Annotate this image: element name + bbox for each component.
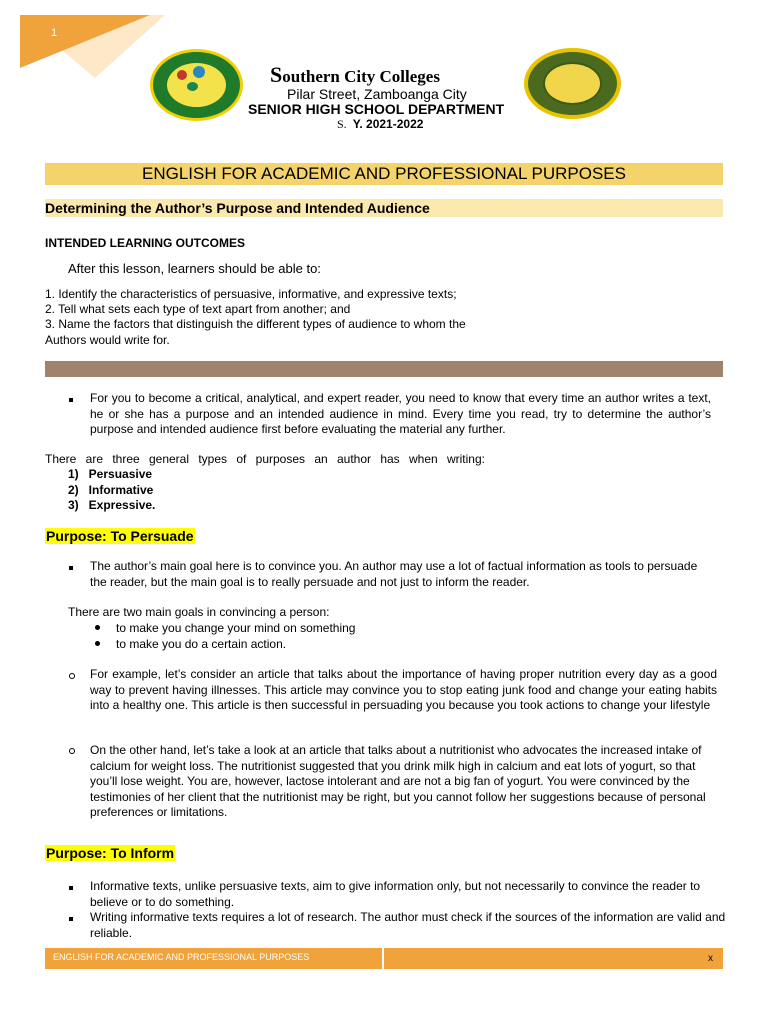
footer-text: ENGLISH FOR ACADEMIC AND PROFESSIONAL PURPOSES xyxy=(53,952,310,962)
type-item: 2) Informative xyxy=(68,483,154,497)
school-year: S. Y. 2021-2022 xyxy=(337,117,424,131)
school-name: Southern City Colleges xyxy=(270,62,440,87)
corner-decoration xyxy=(0,0,170,80)
ilo-heading: INTENDED LEARNING OUTCOMES xyxy=(45,236,246,250)
type-item: 1) Persuasive xyxy=(68,467,153,481)
square-bullet-icon xyxy=(69,566,73,570)
example-paragraph: On the other hand, let’s take a look at an article that talks about a nutritionist who advocates the increased intake of calcium for weight loss. The nutritionist suggested that you drink milk high in calcium and eat lots of yogurt, so that you’ll lose weight. You are, however, lactose intolerant and are not a big fan of yogurt. You were convinced by the testimonies of her client that the nutritionist may be right, but you cannot follow her suggestions because of personal preferences or limitations. xyxy=(90,743,706,819)
goal-item: to make you do a certain action. xyxy=(116,637,287,651)
objective-item: 3. Name the factors that distinguish the different types of audience to whom the xyxy=(45,317,466,331)
square-bullet-icon xyxy=(69,886,73,890)
school-address: Pilar Street, Zamboanga City xyxy=(287,86,467,102)
objective-item: 1. Identify the characteristics of persuasive, informative, and expressive texts; xyxy=(45,287,457,301)
senior-high-school-seal xyxy=(150,49,243,121)
circle-bullet-icon xyxy=(69,748,75,754)
footer-mark: x xyxy=(708,953,713,964)
department-name: SENIOR HIGH SCHOOL DEPARTMENT xyxy=(248,101,505,117)
ilo-intro: After this lesson, learners should be able to: xyxy=(68,261,321,276)
bullet-dot-icon xyxy=(95,625,100,630)
square-bullet-icon xyxy=(69,398,73,402)
page-title: ENGLISH FOR ACADEMIC AND PROFESSIONAL PURPOSES xyxy=(142,164,626,183)
goals-intro: There are two main goals in convincing a person: xyxy=(68,605,330,619)
circle-bullet-icon xyxy=(69,673,75,679)
persuade-paragraph: The author’s main goal here is to convince you. An author may use a lot of factual information as tools to persuade the reader, but the main goal is to really persuade and not just to inform the reader. xyxy=(90,559,698,589)
goal-item: to make you change your mind on something xyxy=(116,621,356,635)
southern-city-colleges-seal xyxy=(524,48,621,119)
footer-bar-right xyxy=(384,948,723,969)
type-item: 3) Expressive. xyxy=(68,498,156,512)
inform-paragraph: Writing informative texts requires a lot of research. The author must check if the sources of the information are valid and reliable. xyxy=(90,910,726,940)
inform-heading: Purpose: To Inform xyxy=(46,845,175,861)
page-subtitle: Determining the Author’s Purpose and Intended Audience xyxy=(45,200,430,216)
types-intro: There are three general types of purposes an author has when writing: xyxy=(45,452,485,466)
square-bullet-icon xyxy=(69,917,73,921)
objective-item: 2. Tell what sets each type of text apart from another; and xyxy=(45,302,351,316)
intro-paragraph: For you to become a critical, analytical, and expert reader, you need to know that every time an author writes a text, he or she has a purpose and an intended audience in mind. Every time you read, try to determine the author’s purpose and intended audience first before evaluating the material any further. xyxy=(90,391,711,436)
persuade-heading: Purpose: To Persuade xyxy=(46,528,194,544)
bullet-dot-icon xyxy=(95,641,100,646)
objective-item: Authors would write for. xyxy=(45,333,170,347)
section-divider xyxy=(45,361,723,377)
inform-paragraph: Informative texts, unlike persuasive texts, aim to give information only, but not necessarily to convince the reader to believe or to do something. xyxy=(90,879,701,909)
example-paragraph: For example, let’s consider an article that talks about the importance of having proper nutrition every day as a good way to prevent having illnesses. This article may convince you to stop eating junk food and change your eating habits into a healthy one. This article is then successful in persuading you because you took actions to change your lifestyle xyxy=(90,667,717,712)
page-number: 1 xyxy=(51,27,58,39)
